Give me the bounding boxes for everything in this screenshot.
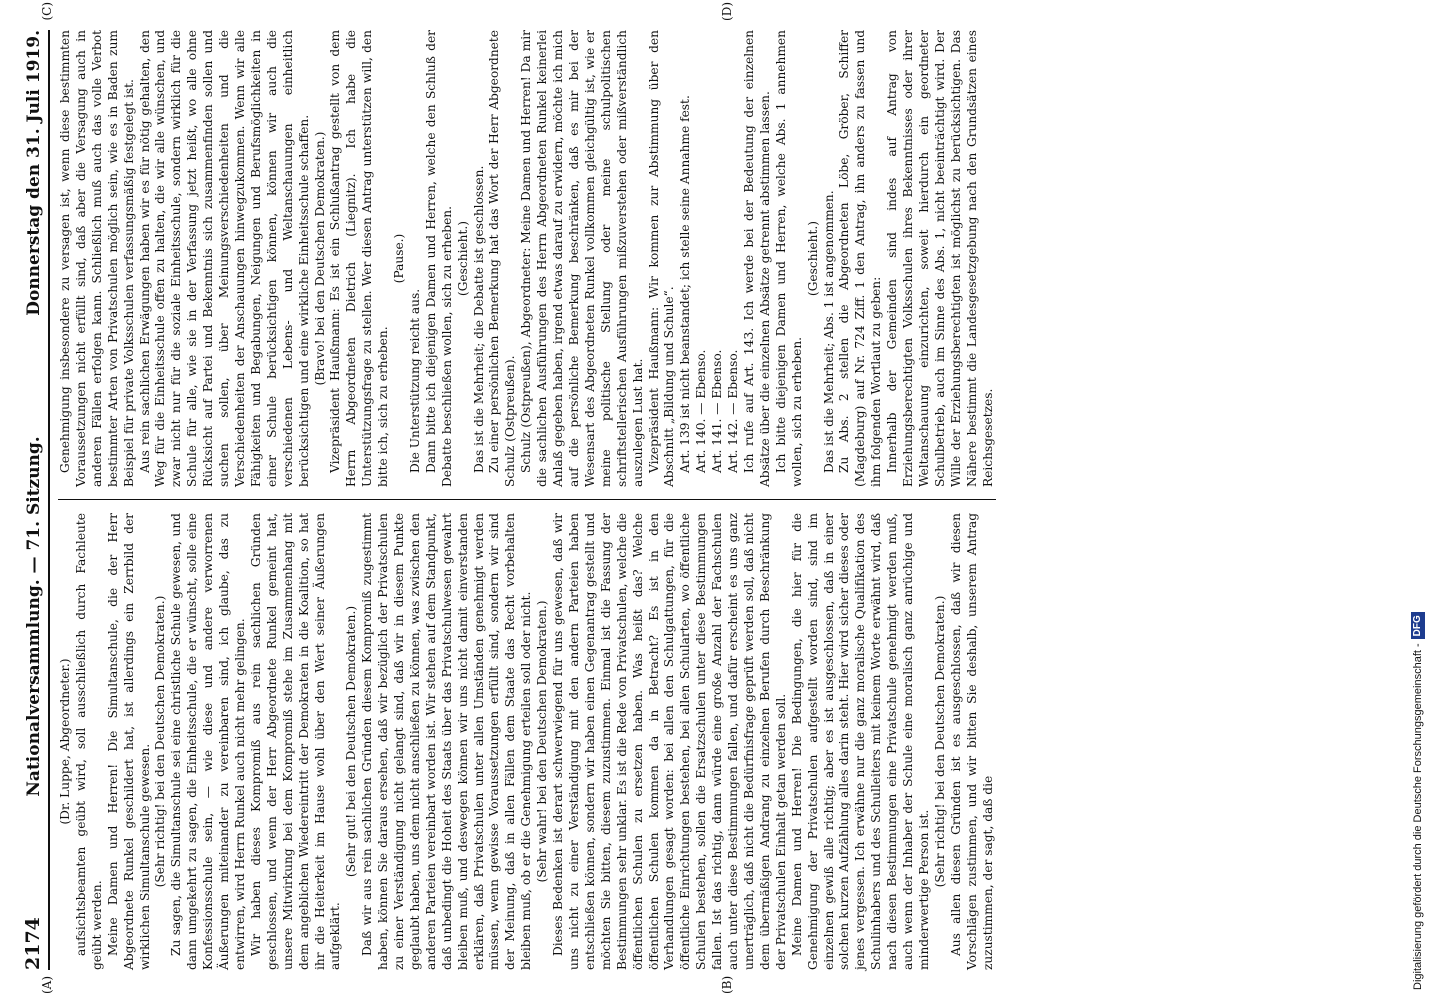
paragraph: Innerhalb der Gemeinden sind indes auf Antrag von Erziehungsberechtigten Volksschulen ihres Bekenntnisses oder ihrer Weltanschauung einzurichten, soweit hierdurch ein geordneter Schulbetrieb, auch im Sinne des Abs. 1, nicht beeinträchtigt wird. Der Wille der Erziehungsberechtigten ist möglichst zu berücksichtigen. Das Nähere bestimmt die Landesgesetzgebung nach den Grundsätzen eines Reichsgesetzes.: [885, 30, 995, 487]
paragraph: Daß wir aus rein sachlichen Gründen diesem Kompromiß zugestimmt haben, können Sie daraus ersehen, daß wir bezüglich der Privatschulen zu einer Verständigung nicht gelangt sind, daß wir in diesem Punkte geglaubt haben, uns dem nicht anschließen zu können, was zwischen den anderen Parteien vereinbart worden ist. Wir stehen auf dem Standpunkt, daß unbedingt die Hoheit des Staats über das Privatschulwesen gewahrt bleiben muß, und deswegen können wir uns nicht damit einverstanden erklären, daß Privatschulen unter allen Umständen genehmigt werden müssen, wenn gewisse Voraussetzungen erfüllt sind, sondern wir sind der Meinung, daß in allen Fällen dem Staate das Recht vorbehalten bleiben muß, ob er die Genehmigung erteilen soll oder nicht.: [360, 513, 534, 970]
paragraph: aufsichtsbeamten geübt wird, soll ausschließlich durch Fachleute geübt werden.: [73, 513, 104, 970]
paragraph: Art. 139 ist nicht beanstandet; ich stelle seine Annahme fest.: [678, 95, 693, 473]
paragraph: (Bravo! bei den Deutschen Demokraten.): [312, 131, 327, 386]
credit-text: Digitalisierung gefördert durch die Deutsche Forschungsgemeinschaft -: [1412, 643, 1424, 990]
margin-mark-b: (B): [720, 975, 734, 994]
paragraph: Ich rufe auf Art. 143. Ich werde bei der Bedeutung der einzelnen Absätze über die einzelnen Absätze getrennt abstimmen lassen.: [741, 30, 772, 487]
paragraph: Die Unterstützung reicht aus.: [407, 288, 422, 473]
paragraph: Art. 140. — Ebenso.: [694, 349, 709, 473]
paragraph: (Sehr richtig! bei den Deutschen Demokraten.): [932, 595, 947, 888]
paragraph: (Geschieht.): [805, 220, 820, 297]
margin-mark-c: (C): [40, 2, 54, 21]
paragraph: Genehmigung insbesondere zu versagen ist, wenn diese bestimmten Voraussetzungen nicht erfüllt sind, daß aber die Versagung auch in anderen Fällen erfolgen kann. Schließlich muß auch das volle Verbot bestimmter Arten von Privatschulen möglich sein, wie es in Baden zum Beispiel für private Volksschulen verfassungsmäßig festgelegt ist.: [58, 30, 136, 487]
page-number: 2174: [22, 917, 44, 970]
paragraph: Zu sagen, die Simultanschule sei eine christliche Schule gewesen, und dann umgekehrt zu sagen, die Einheitsschule, die er wünscht, solle eine Konfessionsschule sein, — wie diese und andere verworrenen Äußerungen miteinander zu vereinbaren sind, ich glaube, das zu entwirren, wird Herrn Runkel auch nicht mehr gelingen.: [169, 513, 247, 970]
paragraph: Das ist die Mehrheit; Abs. 1 ist angenommen.: [821, 190, 836, 473]
paragraph: Art. 141. — Ebenso.: [710, 349, 725, 473]
margin-mark-a: (A): [40, 975, 54, 994]
running-title-right: Donnerstag den 31. Juli 1919.: [24, 30, 44, 316]
paragraph: Aus rein sachlichen Erwägungen haben wir es für nötig gehalten, den Weg für die Einheitsschule offen zu halten, die wir alle wünschen, und zwar nicht nur für die soziale Einheitsschule, sondern wirklich für die Schule für alle, wie sie in der Verfassung jetzt heißt, wo alle ohne Rücksicht auf Partei und Bekenntnis sich zusammenfinden sollen und suchen sollen, über Meinungsverschiedenheiten und die Verschiedenheiten der Anschauungen hinwegzukommen. Wenn wir alle Fähigkeiten und Begabungen, Neigungen und Berufsmöglichkeiten in einer Schule berücksichtigen können, können wir auch die verschiedenen Lebens- und Weltanschauungen einheitlich berücksichtigen und eine wirkliche Einheitsschule schaffen.: [137, 30, 311, 487]
paragraph: Zu einer persönlichen Bemerkung hat das Wort der Herr Abgeordnete Schulz (Ostpreußen).: [487, 30, 518, 487]
paragraph: (Sehr wahr! bei den Deutschen Demokraten.): [535, 600, 550, 883]
paragraph: Vizepräsident Haußmann: Es ist ein Schlußantrag gestellt von dem Herrn Abgeordneten Dietrich (Liegnitz). Ich habe die Unterstützungsfrage zu stellen. Wer diesen Antrag unterstützen will, den bitte ich, sich zu erheben.: [328, 30, 391, 487]
column-divider: [58, 499, 996, 500]
margin-mark-d: (D): [720, 2, 734, 21]
running-title-left: Nationalversammlung. — 71. Sitzung.: [24, 436, 44, 797]
paragraph: Aus allen diesen Gründen ist es ausgeschlossen, daß wir diesen Vorschlägen zustimmen, und wir bitten Sie deshalb, unserem Antrag zuzustimmen, der sagt, daß die: [948, 513, 995, 970]
text-columns: [58, 30, 996, 970]
right-column: [58, 30, 996, 487]
dfg-logo: DFG: [1411, 612, 1425, 639]
paragraph: Wir haben dieses Kompromiß aus rein sachlichen Gründen geschlossen, und wenn der Herr Abgeordnete Runkel gemeint hat, unsere Mitwirkung bei dem Kompromiß stehe im Zusammenhang mit dem angeblichen Wiedereintritt der Demokraten in die Koalition, so hat ihr die Heiterkeit im Hause wohl über den Wert seiner Äußerungen aufgeklärt.: [248, 513, 343, 970]
digitization-credit: [1408, 10, 1428, 990]
paragraph: Meine Damen und Herren! Die Bedingungen, die hier für die Genehmigung der Privatschulen aufgestellt worden sind, sind im einzelnen gewiß alle richtig; aber es ist ausgeschlossen, daß in einer solchen kurzen Aufzählung alles darin steht. Hier wird sicher dieses oder jenes vergessen. Ich erwähne nur die ganz moralische Qualifikation des Schulinhabers und des Schulleiters mit keinem Worte erwähnt wird, daß nach diesen Bestimmungen eine Privatschule genehmigt werden muß, auch wenn der Inhaber der Schule eine moralisch ganz anrüchige und minderwertige Person ist.: [789, 513, 931, 970]
paragraph: Schulz (Ostpreußen), Abgeordneter: Meine Damen und Herren! Da mir die sachlichen Ausführungen des Herrn Abgeordneten Runkel keinerlei Anlaß gegeben haben, irgend etwas darauf zu erwidern, möchte ich mich auf die persönliche Bemerkung beschränken, daß es mir bei der Wesensart des Abgeordneten Runkel vollkommen gleichgültig ist, wie er meine politische Stellung oder meine schulpolitischen schriftstellerischen Ausführungen mißzuverstehen oder mißverständlich auszulegen Lust hat.: [519, 30, 645, 487]
paragraph: Ich bitte diejenigen Damen und Herren, welche Abs. 1 annehmen wollen, sich zu erheben.: [773, 30, 804, 487]
paragraph: Vizepräsident Haußmann: Wir kommen zur Abstimmung über den Abschnitt „Bildung und Schule“.: [646, 30, 677, 487]
left-column: [58, 513, 996, 970]
paragraph: Dann bitte ich diejenigen Damen und Herren, welche den Schluß der Debatte beschließen wollen, sich zu erheben.: [423, 30, 454, 487]
paragraph: (Sehr richtig! bei den Deutschen Demokraten.): [153, 595, 168, 888]
paragraph: Das ist die Mehrheit; die Debatte ist geschlossen.: [471, 165, 486, 473]
paragraph: Dieses Bedenken ist derart schwerwiegend für uns gewesen, daß wir uns nicht zu einer Verständigung mit den andern Parteien haben entschließen können, sondern wir haben einen Gegenantrag gestellt und möchten Sie bitten, diesem zuzustimmen. Einmal ist die Fassung der Bestimmungen sehr unklar. Es ist die Rede von Privatschulen, welche die öffentlichen Schulen zu ersetzen haben. Was heißt das? Welche öffentlichen Schulen kommen da in Betracht? Es ist in den Verhandlungen gesagt worden: bei allen den Schulgattungen, für die öffentliche Einrichtungen bestehen, bei allen Schularten, wo öffentliche Schulen bestehen, sollen die Ersatzschulen unter diese Bestimmungen fallen. Ist das richtig, dann würde eine große Anzahl der Fachschulen auch unter diese Bestimmungen fallen, und dafür erscheint es uns ganz unerträglich, daß nicht die Bedürfnisfrage geprüft werden soll, daß nicht dem übermäßigen Andrang zu einzelnen Berufen durch Beschränkung der Privatschulen Einhalt getan werden soll.: [551, 513, 788, 970]
paragraph: (Dr. Luppe, Abgeordneter.): [58, 658, 72, 825]
paragraph: Meine Damen und Herren! Die Simultanschule, die der Herr Abgeordnete Runkel geschildert hat, ist allerdings ein Zerrbild der wirklichen Simultanschule gewesen.: [105, 513, 152, 970]
page-header: [22, 30, 50, 970]
paragraph: (Pause.): [392, 233, 407, 284]
paragraph: (Geschieht.): [455, 220, 470, 297]
paragraph: Zu Abs. 2 stellen die Abgeordneten Löbe, Gröber, Schiffer (Magdeburg) auf Nr. 724 Ziff. 1 den Antrag, ihn anders zu fassen und ihm folgenden Wortlaut zu geben:: [837, 30, 884, 487]
paragraph: (Sehr gut! bei den Deutschen Demokraten.): [344, 605, 359, 878]
paragraph: Art. 142. — Ebenso.: [726, 349, 741, 473]
